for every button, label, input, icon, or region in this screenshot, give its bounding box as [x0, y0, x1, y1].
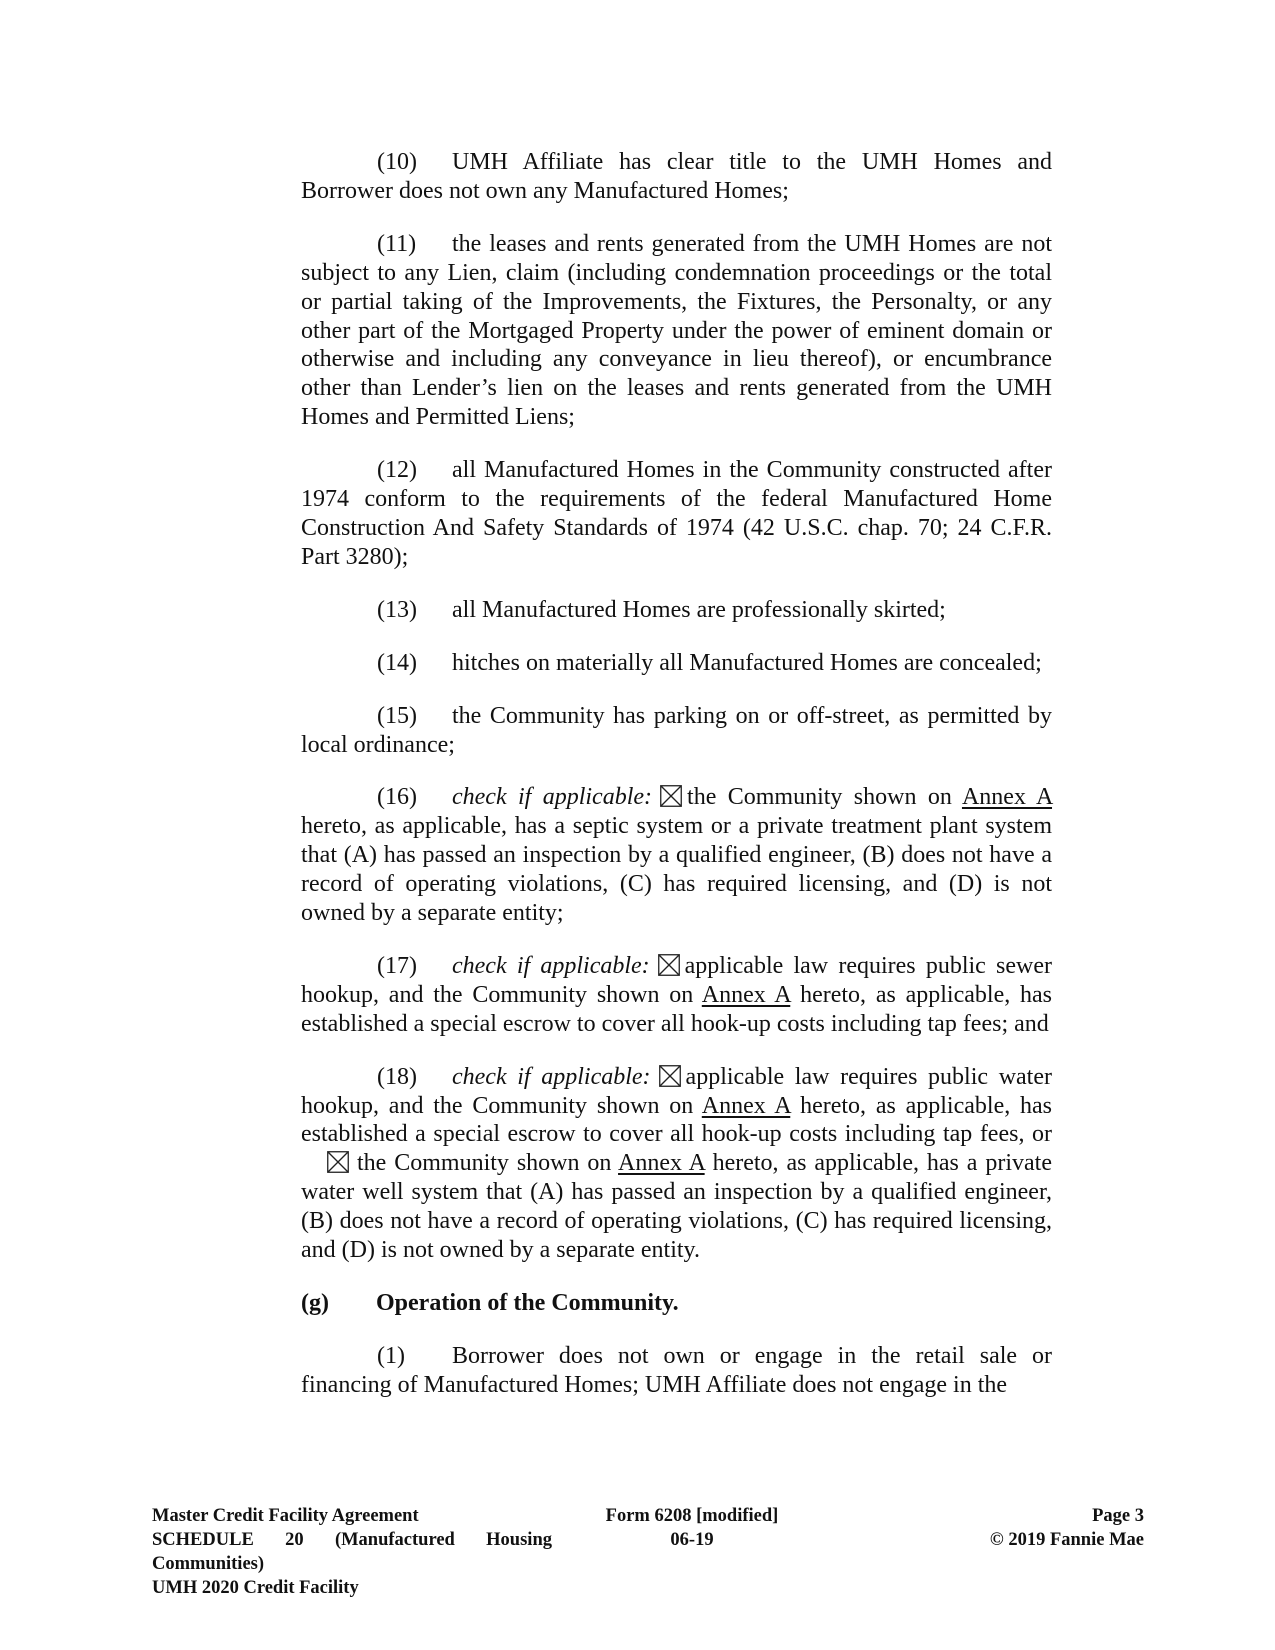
paragraph-text: hereto, as applicable, has established a special escrow to cover all hook-up costs including tap fees; and: [301, 981, 1053, 1037]
paragraph-11: [301, 230, 1052, 432]
paragraph-text: hereto, as applicable, has a septic system or a private treatment plant system that (A) has passed an inspection by a qualified engineer, (B) does not have a record of operating violations, (C) has required licensing, and (D) is not owned by a separate entity;: [301, 813, 1052, 927]
paragraph-number: (17): [377, 952, 417, 979]
annex-a-reference: Annex A: [701, 981, 791, 1008]
section-heading-g: [301, 1289, 1052, 1318]
footer-left: [152, 1504, 552, 1600]
footer-document-title: Master Credit Facility Agreement: [152, 1506, 419, 1526]
paragraph-number: (10): [377, 149, 417, 175]
paragraph-text: hereto, as applicable, has a private water well system that (A) has passed an inspection by a qualified engineer, (B) does not have a record of operating violations, (C) has required licensing, and (D) is not owned by a separate entity.: [301, 1150, 1053, 1264]
paragraph-g-1: [301, 1342, 1052, 1400]
paragraph-number: (13): [377, 596, 417, 623]
paragraph-number: (11): [377, 230, 417, 257]
footer-right: [924, 1504, 1144, 1552]
paragraph-number: (16): [377, 784, 417, 811]
checked-checkbox-icon[interactable]: [658, 954, 680, 976]
paragraph-15: [301, 702, 1052, 760]
paragraph-number: (15): [377, 702, 417, 729]
section-number: (g): [301, 1290, 329, 1316]
paragraph-text: the Community has parking on or off-street, as permitted by local ordinance;: [301, 702, 1052, 758]
paragraph-10: [301, 148, 1052, 206]
paragraph-text: all Manufactured Homes in the Community constructed after 1974 conform to the requirements of the federal Manufactured Home Construction And Safety Standards of 1974 (42 U.S.C. chap. 70; 24 C.F.R. Part 3280);: [301, 457, 1052, 570]
checked-checkbox-icon[interactable]: [327, 1151, 349, 1173]
document-body: [301, 148, 1052, 1424]
checked-checkbox-icon[interactable]: [659, 1065, 681, 1087]
paragraph-text: UMH Affiliate has clear title to the UMH Homes and Borrower does not own any Manufactured Homes;: [301, 149, 1052, 204]
footer-facility-name: UMH 2020 Credit Facility: [152, 1578, 359, 1598]
paragraph-number: (12): [377, 457, 417, 484]
footer-word: SCHEDULE: [152, 1530, 254, 1550]
footer-center: [592, 1504, 792, 1552]
paragraph-17: [301, 952, 1052, 1039]
paragraph-text: applicable law requires public water hookup, and the Community shown on: [301, 1063, 1052, 1119]
copyright: © 2019 Fannie Mae: [989, 1530, 1144, 1550]
paragraph-text: the leases and rents generated from the UMH Homes are not subject to any Lien, claim (including condemnation proceedings or the total or partial taking of the Improvements, the Fixtures, the Personalty, or any other part of the Mortgaged Property under the power of eminent domain or otherwise and including any conveyance in lieu thereof), or encumbrance other than Lender’s lien on the leases and rents generated from the UMH Homes and Permitted Liens;: [301, 230, 1052, 431]
paragraph-13: [301, 596, 1052, 625]
section-title: Operation of the Community.: [376, 1290, 679, 1316]
checked-checkbox-icon[interactable]: [660, 785, 682, 807]
paragraph-text: hitches on materially all Manufactured Homes are concealed;: [452, 649, 1042, 676]
annex-a-reference: Annex A: [701, 1092, 791, 1119]
paragraph-16: [301, 783, 1052, 928]
footer-word: (Manufactured: [334, 1530, 455, 1550]
paragraph-text: the Community shown on: [357, 1150, 612, 1177]
paragraph-14: [301, 649, 1052, 678]
page-number: Page 3: [1092, 1506, 1144, 1526]
footer-form-number: Form 6208 [modified]: [605, 1506, 779, 1526]
paragraph-number: (14): [377, 649, 417, 676]
paragraph-12: [301, 456, 1052, 572]
check-if-applicable-label: check if applicable:: [452, 784, 653, 811]
annex-a-reference: Annex A: [961, 784, 1053, 811]
paragraph-number: (1): [377, 1342, 405, 1369]
annex-a-reference: Annex A: [618, 1150, 705, 1177]
footer-schedule-continued: Communities): [152, 1554, 265, 1574]
footer-word: 20: [285, 1530, 304, 1550]
check-if-applicable-label: check if applicable:: [452, 1063, 651, 1090]
footer-form-date: 06-19: [670, 1530, 714, 1550]
paragraph-text: hereto, as applicable, has established a special escrow to cover all hook-up costs including tap fees, or: [301, 1092, 1053, 1148]
paragraph-text: the Community shown on: [687, 784, 952, 811]
paragraph-number: (18): [377, 1063, 417, 1090]
paragraph-18: [301, 1063, 1052, 1265]
footer-word: Housing: [486, 1530, 552, 1550]
paragraph-text: all Manufactured Homes are professionally skirted;: [452, 596, 946, 623]
paragraph-text: Borrower does not own or engage in the retail sale or financing of Manufactured Homes; UMH Affiliate does not engage in the: [301, 1342, 1052, 1398]
footer-schedule-line: [152, 1528, 552, 1552]
paragraph-text: applicable law requires public sewer hookup, and the Community shown on: [301, 952, 1052, 1008]
check-if-applicable-label: check if applicable:: [452, 952, 650, 979]
